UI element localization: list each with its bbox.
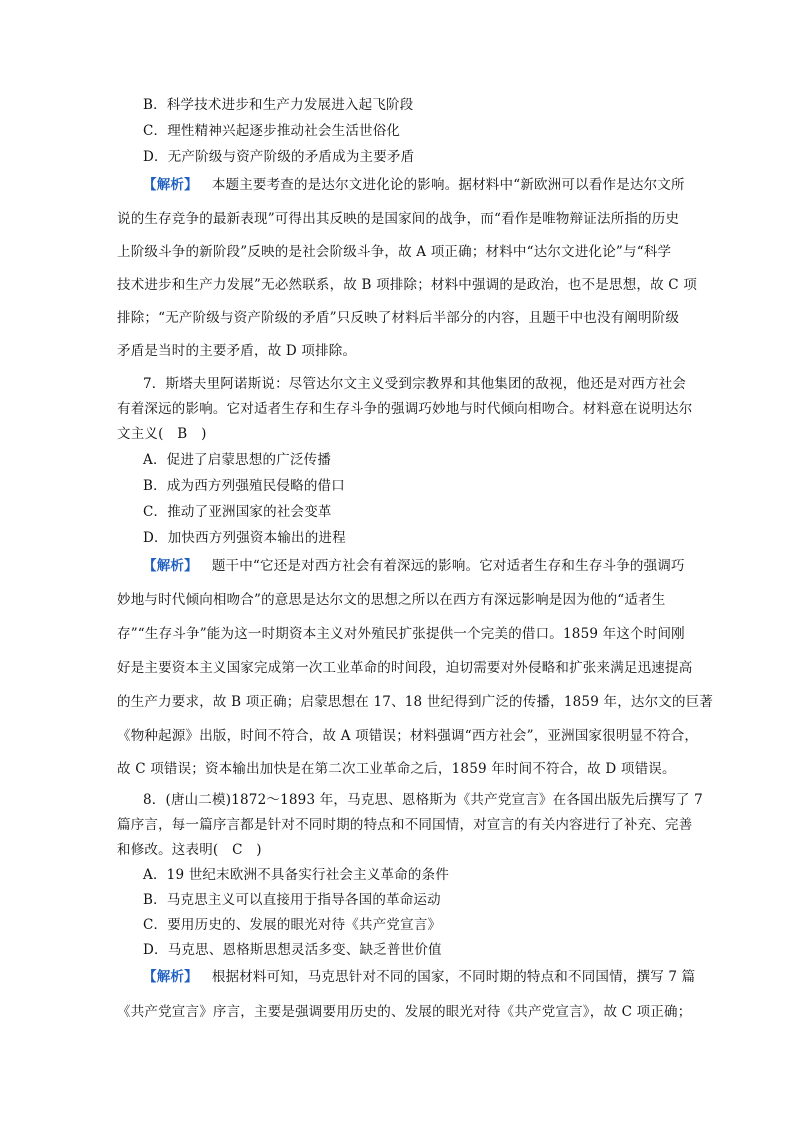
analysis-tag: 【解析】 — [143, 969, 198, 985]
q6-analysis-line: 技术进步和生产力发展”无必然联系，故 B 项排除；材料中强调的是政治，也不是思想，故 C 项 — [117, 277, 698, 293]
q7-analysis-line: 故 C 项错误；资本输出加快是在第二次工业革命之后，1859 年时间不符合，故 D 项错误。 — [117, 761, 676, 777]
analysis-tag: 【解析】 — [143, 177, 198, 193]
q8-stem-line: 篇序言，每一篇序言都是针对不同时期的特点和不同国情，对宣言的有关内容进行了补充、完善 — [117, 817, 693, 833]
q7-analysis-line: 存”“生存斗争”能为这一时期资本主义对外殖民扩张提供一个完美的借口。1859 年这个时间刚 — [117, 626, 685, 642]
q7-analysis-line: 好是主要资本主义国家完成第一次工业革命的时间段，迫切需要对外侵略和扩张来满足迅速提高 — [117, 660, 693, 676]
q6-analysis-line: 上阶级斗争的新阶段”反映的是社会阶级斗争，故 A 项正确；材料中“达尔文进化论”与“科学 — [117, 244, 672, 260]
q7-option-b: B．成为西方列强殖民侵略的借口 — [143, 478, 345, 494]
q7-analysis-text: 题干中“它还是对西方社会有着深远的影响。它对适者生存和生存斗争的强调巧 — [211, 558, 685, 574]
q8-analysis-line: 《共产党宣言》序言，主要是强调要用历史的、发展的眼光对待《共产党宣言》，故 C 项正确； — [117, 1004, 692, 1020]
q7-stem-line: 7．斯塔夫里阿诺斯说：尽管达尔文主义受到宗教界和其他集团的敌视，他还是对西方社会 — [143, 376, 687, 392]
q7-stem-line: 文主义( B ) — [117, 426, 207, 442]
q6-analysis-line: 排除；“无产阶级与资产阶级的矛盾”只反映了材料后半部分的内容，且题干中也没有阐明阶级 — [117, 310, 680, 326]
q7-analysis-line: 《物种起源》出版，时间不符合，故 A 项错误；材料强调“西方社会”，亚洲国家很明显不符合， — [117, 728, 699, 744]
analysis-tag: 【解析】 — [143, 558, 198, 574]
q6-analysis-line — [143, 176, 685, 194]
q6-option-b: B．科学技术进步和生产力发展进入起飞阶段 — [143, 97, 414, 113]
q7-analysis-line: 的生产力要求，故 B 项正确；启蒙思想在 17、18 世纪得到广泛的传播，1859 年，达尔文的巨著 — [117, 694, 714, 710]
q7-option-d: D．加快西方列强资本输出的进程 — [143, 530, 346, 546]
q8-option-d: D．马克思、恩格斯思想灵活多变、缺乏普世价值 — [143, 942, 442, 958]
q7-analysis-line: 妙地与时代倾向相吻合”的意思是达尔文的思想之所以在西方有深远影响是因为他的“适者生 — [117, 592, 666, 608]
q6-option-d: D．无产阶级与资产阶级的矛盾成为主要矛盾 — [143, 149, 415, 165]
q7-option-a: A．促进了启蒙思想的广泛传播 — [143, 452, 332, 468]
q6-analysis-text: 本题主要考查的是达尔文进化论的影响。据材料中“新欧洲可以看作是达尔文所 — [211, 177, 685, 193]
q7-analysis-line — [143, 557, 685, 575]
q8-option-b: B．马克思主义可以直接用于指导各国的革命运动 — [143, 892, 441, 908]
q6-option-c: C．理性精神兴起逐步推动社会生活世俗化 — [143, 123, 401, 139]
q7-stem-line: 有着深远的影响。它对适者生存和生存斗争的强调巧妙地与时代倾向相吻合。材料意在说明达尔 — [117, 401, 693, 417]
q7-option-c: C．推动了亚洲国家的社会变革 — [143, 504, 332, 520]
q8-stem-line: 和修改。这表明( C ) — [117, 842, 262, 858]
q6-analysis-line: 说的生存竞争的最新表现”可得出其反映的是国家间的战争，而“看作是唯物辩证法所指的历史 — [117, 211, 680, 227]
q8-analysis-text: 根据材料可知，马克思针对不同的国家，不同时期的特点和不同国情，撰写 7 篇 — [211, 969, 696, 985]
q6-analysis-line: 矛盾是当时的主要矛盾，故 D 项排除。 — [117, 343, 357, 359]
q8-stem-line: 8．(唐山二模)1872～1893 年，马克思、恩格斯为《共产党宣言》在各国出版先后撰写了 7 — [143, 792, 703, 808]
q8-analysis-line — [143, 968, 695, 986]
q8-option-c: C．要用历史的、发展的眼光对待《共产党宣言》 — [143, 917, 442, 933]
q8-option-a: A．19 世纪末欧洲不具备实行社会主义革命的条件 — [143, 867, 450, 883]
